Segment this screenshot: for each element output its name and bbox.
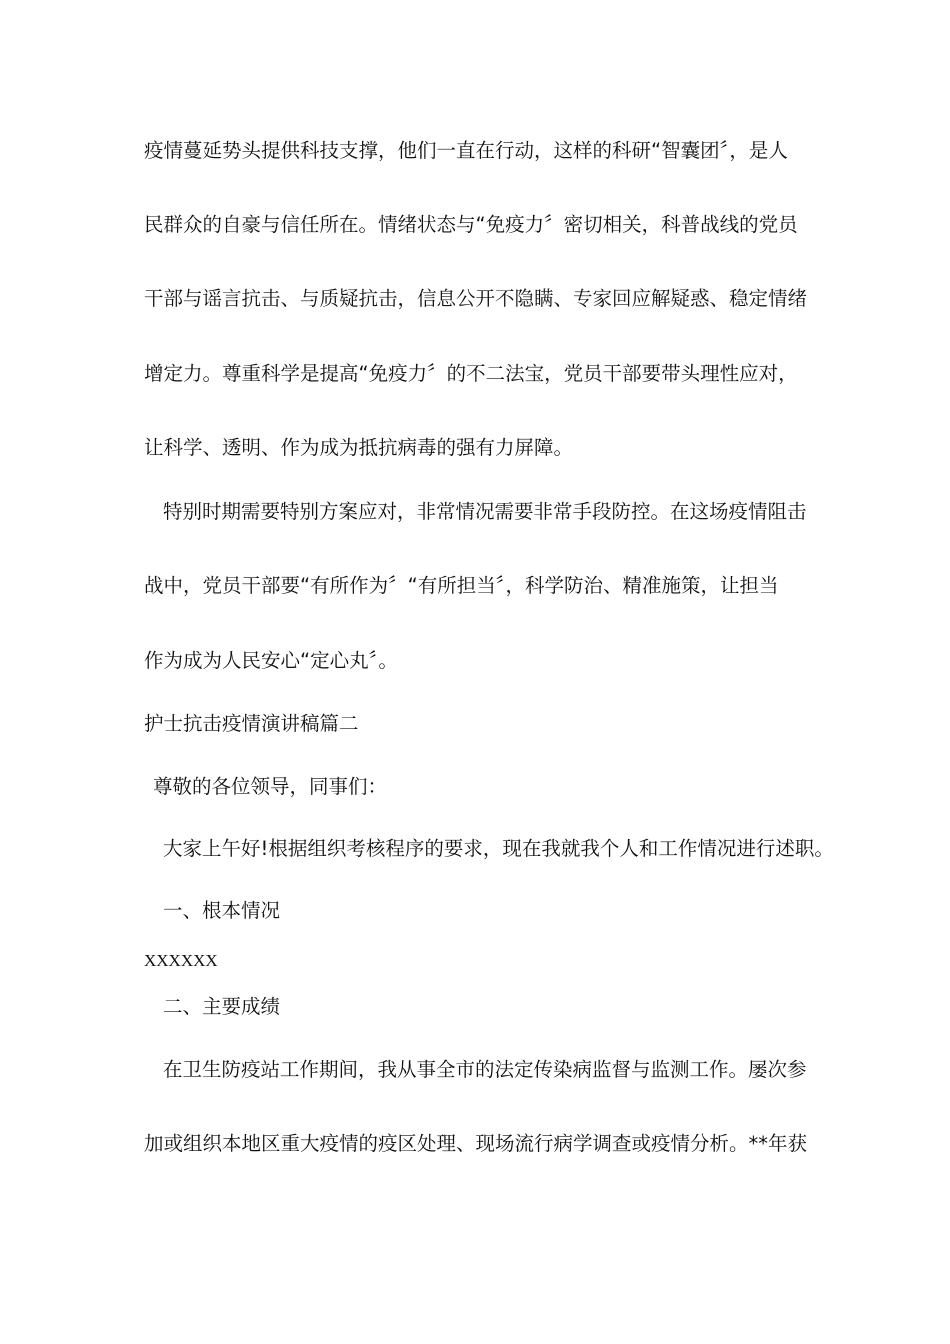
- section-heading: 护士抗击疫情演讲稿篇二: [144, 712, 359, 735]
- paragraph-line: 干部与谣言抗击、与质疑抗击，信息公开不隐瞒、专家回应解疑惑、稳定情绪: [144, 287, 808, 310]
- placeholder-text: XXXXXX: [144, 951, 218, 970]
- subheading: 一、根本情况: [163, 899, 281, 922]
- paragraph-line: 增定力。尊重科学是提高“免疫力〞的不二法宝，党员干部要带头理性应对，: [144, 362, 798, 385]
- subheading: 二、主要成绩: [163, 995, 281, 1018]
- paragraph-line: 加或组织本地区重大疫情的疫区处理、现场流行病学调查或疫情分析。**年获: [144, 1132, 808, 1155]
- paragraph-line: 特别时期需要特别方案应对，非常情况需要非常手段防控。在这场疫情阻击: [163, 500, 807, 523]
- salutation: 尊敬的各位领导，同事们：: [153, 775, 388, 798]
- paragraph-line: 大家上午好!根据组织考核程序的要求，现在我就我个人和工作情况进行述职。: [163, 837, 834, 860]
- paragraph-line: 战中，党员干部要“有所作为〞“有所担当〞，科学防治、精准施策，让担当: [144, 574, 779, 597]
- paragraph-line: 民群众的自豪与信任所在。情绪状态与“免疫力〞密切相关，科普战线的党员: [144, 213, 798, 236]
- paragraph-line: 疫情蔓延势头提供科技支撑，他们一直在行动，这样的科研“智囊团〞，是人: [144, 139, 788, 162]
- paragraph-line: 让科学、透明、作为成为抵抗病毒的强有力屏障。: [144, 436, 574, 459]
- paragraph-line: 在卫生防疫站工作期间，我从事全市的法定传染病监督与监测工作。屡次参: [163, 1058, 807, 1081]
- paragraph-line: 作为成为人民安心“定心丸〞。: [144, 649, 398, 672]
